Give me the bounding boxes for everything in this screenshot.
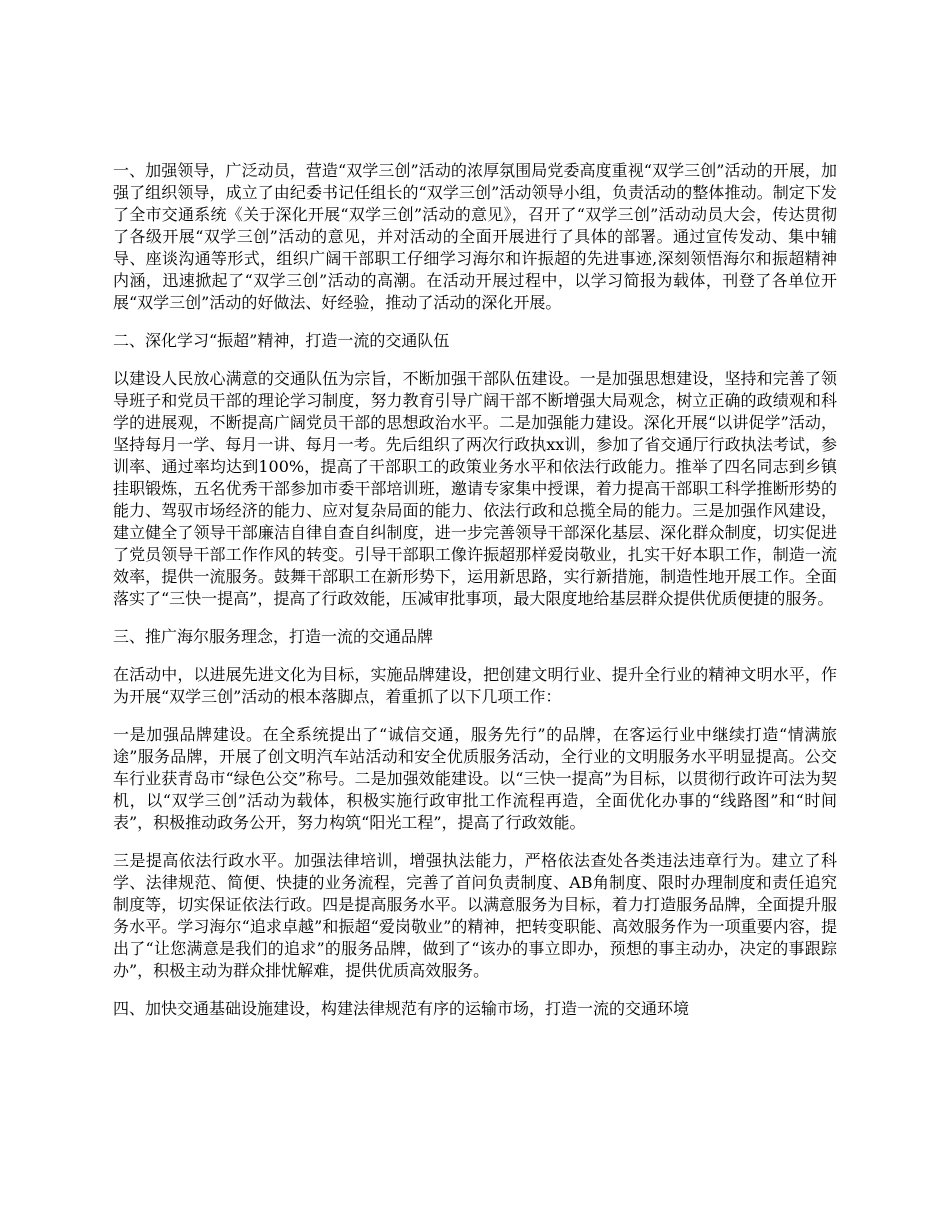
paragraph-section-two: 以建设人民放心满意的交通队伍为宗旨，不断加强干部队伍建设。一是加强思想建设，坚持和完善了领导班子和党员干部的理论学习制度，努力教育引导广阔干部不断增强大局观念，树立正确的政绩观和科学的进展观，不断提高广阔党员干部的思想政治水平。二是加强能力建设。深化开展“以讲促学”活动，坚持每月一学、每月一讲、每月一考。先后组织了两次行政执xx训，参加了省交通厅行政执法考试，参训率、通过率均达到100%，提高了干部职工的政策业务水平和依法行政能力。推举了四名同志到乡镇挂职锻炼，五名优秀干部参加市委干部培训班，邀请专家集中授课，着力提高干部职工科学推断形势的能力、驾驭市场经济的能力、应对复杂局面的能力、依法行政和总揽全局的能力。三是加强作风建设，建立健全了领导干部廉洁自律自查自纠制度，进一步完善领导干部深化基层、深化群众制度，切实促进了党员领导干部工作作风的转变。引导干部职工像许振超那样爱岗敬业，扎实干好本职工作，制造一流效率，提供一流服务。鼓舞干部职工在新形势下，运用新思路，实行新措施，制造性地开展工作。全面落实了“三快一提高”，提高了行政效能，压减审批事项，最大限度地给基层群众提供优质便捷的服务。 [113,369,837,608]
heading-section-two: 二、深化学习“振超”精神，打造一流的交通队伍 [113,331,450,350]
paragraph-section-three-intro: 在活动中，以进展先进文化为目标，实施品牌建设，把创建文明行业、提升全行业的精神文明水平，作为开展“双学三创”活动的根本落脚点，着重抓了以下几项工作： [113,665,837,706]
heading-section-four: 四、加快交通基础设施建设，构建法律规范有序的运输市场，打造一流的交通环境 [113,999,690,1018]
paragraph-section-three-brand: 一是加强品牌建设。在全系统提出了“诚信交通，服务先行”的品牌，在客运行业中继续打造“情满旅途”服务品牌，开展了创文明汽车站活动和安全优质服务活动，全行业的文明服务水平明显提高。公交车行业获青岛市“绿色公交”称号。二是加强效能建设。以“三快一提高”为目标，以贯彻行政许可法为契机，以“双学三创”活动为载体，积极实施行政审批工作流程再造，全面优化办事的“线路图”和“时间表”，积极推动政务公开，努力构筑“阳光工程”，提高了行政效能。 [113,725,837,832]
paragraph-section-one: 一、加强领导，广泛动员，营造“双学三创”活动的浓厚氛围局党委高度重视“双学三创”活动的开展，加强了组织领导，成立了由纪委书记任组长的“双学三创”活动领导小组，负责活动的整体推动。制定下发了全市交通系统《关于深化开展“双学三创”活动的意见》，召开了“双学三创”活动动员大会，传达贯彻了各级开展“双学三创”活动的意见，并对活动的全面开展进行了具体的部署。通过宣传发动、集中辅导、座谈沟通等形式，组织广阔干部职工仔细学习海尔和许振超的先进事迹,深刻领悟海尔和振超精神内涵，迅速掀起了“双学三创”活动的高潮。在活动开展过程中，以学习简报为载体，刊登了各单位开展“双学三创”活动的好做法、好经验，推动了活动的深化开展。 [113,161,837,312]
paragraph-section-three-service: 三是提高依法行政水平。加强法律培训，增强执法能力，严格依法查处各类违法违章行为。建立了科学、法律规范、简便、快捷的业务流程，完善了首问负责制度、AB角制度、限时办理制度和责任追究制度等，切实保证依法行政。四是提高服务水平。以满意服务为目标，着力打造服务品牌，全面提升服务水平。学习海尔“追求卓越”和振超“爱岗敬业”的精神，把转变职能、高效服务作为一项重要内容，提出了“让您满意是我们的追求”的服务品牌，做到了“该办的事立即办，预想的事主动办，决定的事跟踪办”，积极主动为群众排忧解难，提供优质高效服务。 [113,851,837,980]
document-body [113,160,837,1036]
heading-section-three: 三、推广海尔服务理念，打造一流的交通品牌 [113,627,434,646]
